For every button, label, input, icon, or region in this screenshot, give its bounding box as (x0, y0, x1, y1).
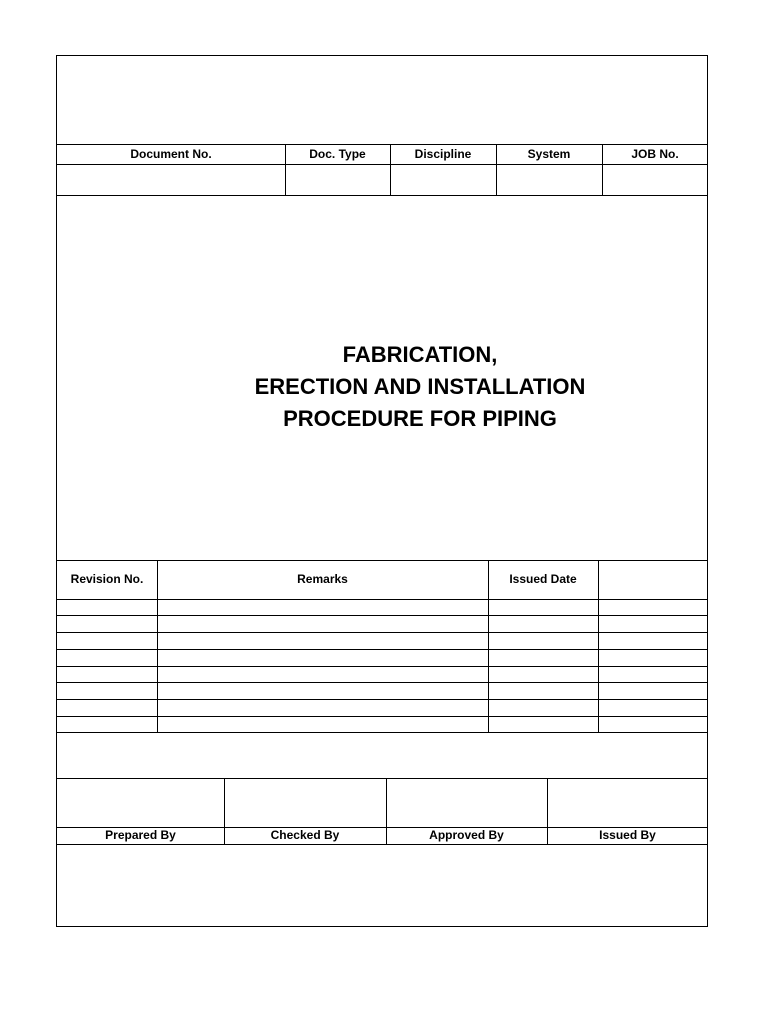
header-bottom-line (57, 195, 707, 196)
remarks-header: Remarks (297, 572, 348, 586)
revision-row-line (57, 666, 707, 667)
revision-row-line (57, 716, 707, 717)
revision-header-bottom-line (57, 599, 707, 600)
header-document-no: Document No. (130, 146, 212, 161)
revision-row-line (57, 682, 707, 683)
issued-date-header: Issued Date (509, 572, 577, 586)
revision-bottom-line (57, 732, 707, 733)
revision-row-line (57, 649, 707, 650)
document-frame (56, 55, 708, 927)
title-line-2: ERECTION AND INSTALLATION (254, 374, 586, 399)
document-title (57, 339, 707, 435)
signoff-bottom-line (57, 844, 707, 845)
signoff-top-line (57, 778, 707, 779)
header-doc-type: Doc. Type (309, 146, 366, 161)
prepared-by-label: Prepared By (105, 828, 176, 842)
revision-row-line (57, 615, 707, 616)
title-line-1: FABRICATION, (342, 342, 498, 367)
header-system: System (527, 146, 571, 161)
issued-by-label: Issued By (599, 828, 656, 842)
revision-no-header: Revision No. (70, 572, 144, 586)
checked-by-label: Checked By (270, 828, 340, 842)
title-line-3: PROCEDURE FOR PIPING (283, 406, 557, 431)
approved-by-label: Approved By (429, 828, 504, 842)
revision-row-line (57, 632, 707, 633)
revision-divider-3 (598, 560, 599, 732)
header-mid-line (57, 164, 707, 165)
header-discipline: Discipline (414, 146, 472, 161)
header-job-no: JOB No. (631, 146, 679, 161)
revision-row-line (57, 699, 707, 700)
